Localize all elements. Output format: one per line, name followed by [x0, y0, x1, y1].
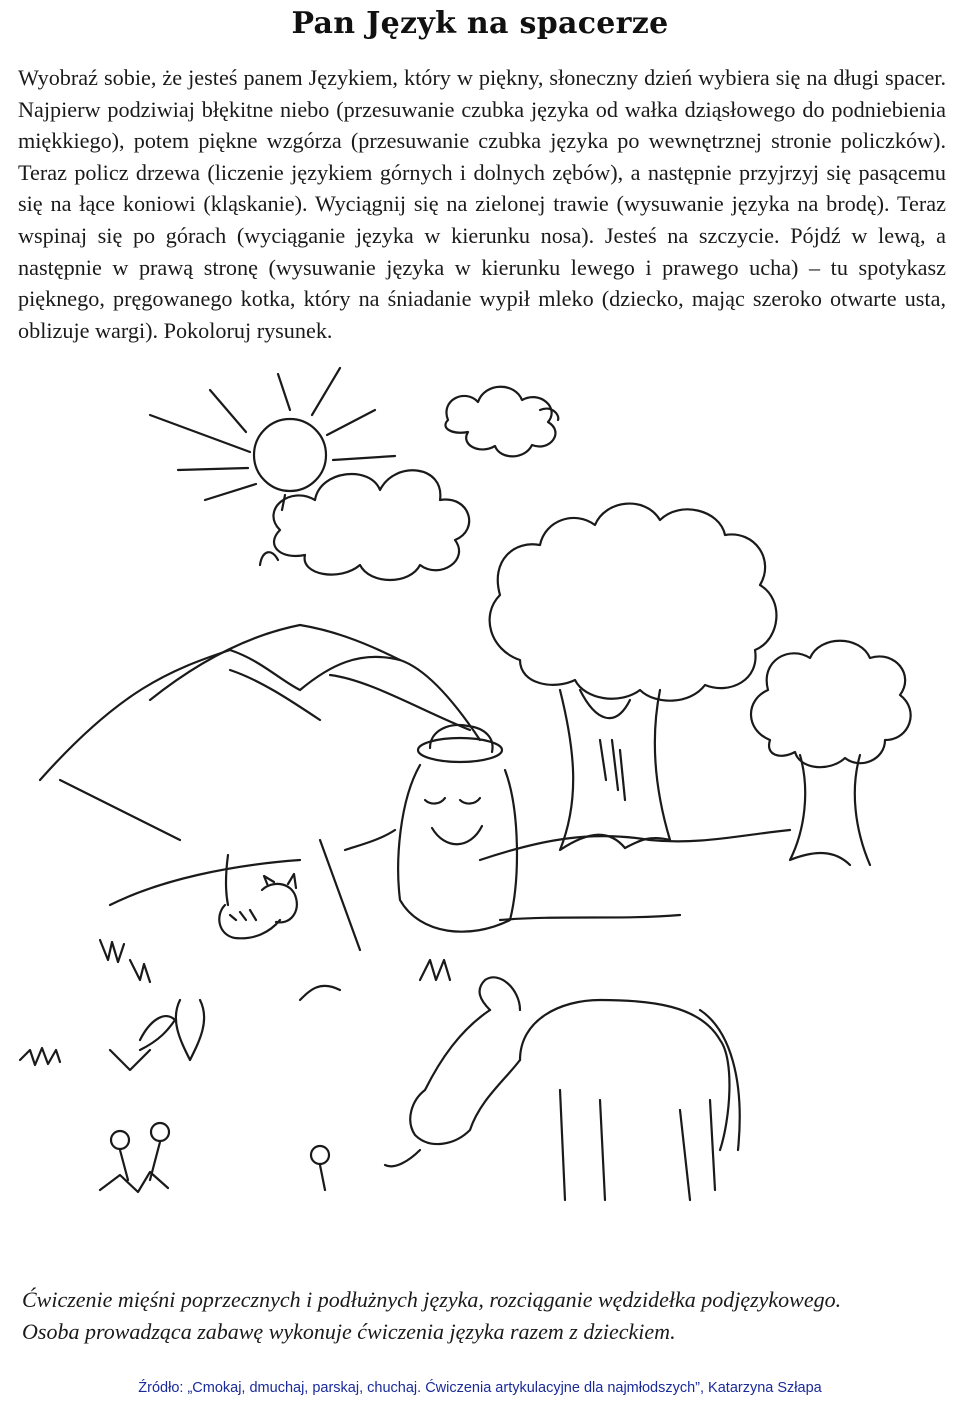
mr-tongue-character [320, 725, 517, 950]
flowers-and-grass [20, 940, 450, 1192]
source-citation: Źródło: „Cmokaj, dmuchaj, parskaj, chuchaj. Ćwiczenia artykulacyjne dla najmłodszych”, Katarzyna Szłapa [138, 1380, 822, 1396]
caption-line-2: Osoba prowadząca zabawę wykonuje ćwiczenia języka razem z dzieckiem. [22, 1319, 676, 1344]
page-title: Pan Język na spacerze [291, 6, 669, 41]
tree-large [490, 504, 777, 850]
instructions-text: Wyobraź sobie, że jesteś panem Językiem, który w piękny, słoneczny dzień wybiera się na długi spacer. Najpierw podziwiaj błękitne niebo (przesuwanie czubka języka od wałka dziąsłowego do podniebienia miękkiego), potem piękne wzgórza (przesuwanie czubka języka po wewnętrznej stronie policzków). Teraz policz drzewa (liczenie językiem górnych i dolnych zębów), a następnie przyjrzyj się pasącemu się na łące koniowi (kląskanie). Wyciągnij się na zielonej trawie (wysuwanie języka na brodę). Teraz wspinaj się po górach (wyciąganie języka w kierunku nosa). Jesteś na szczycie. Pójdź w lewą, a następnie w prawą stronę (wysuwanie języka w kierunku lewego i prawego ucha) – tu spotykasz pięknego, pręgowanego kotka, który na śniadanie wypił mleko (dziecko, mając szeroko otwarte usta, oblizuje wargi). Pokoloruj rysunek. [18, 65, 946, 343]
horse-drawing [385, 977, 740, 1200]
cloud-small [445, 387, 558, 457]
caption-line-1: Ćwiczenie mięśni poprzecznych i podłużnych języka, rozciąganie wędzidełka podjęzykowego. [22, 1287, 842, 1312]
mountains-drawing [40, 625, 480, 840]
coloring-illustration [0, 360, 960, 1270]
exercise-caption [22, 1284, 952, 1348]
cloud-large [260, 470, 469, 580]
sun-drawing [150, 368, 395, 510]
